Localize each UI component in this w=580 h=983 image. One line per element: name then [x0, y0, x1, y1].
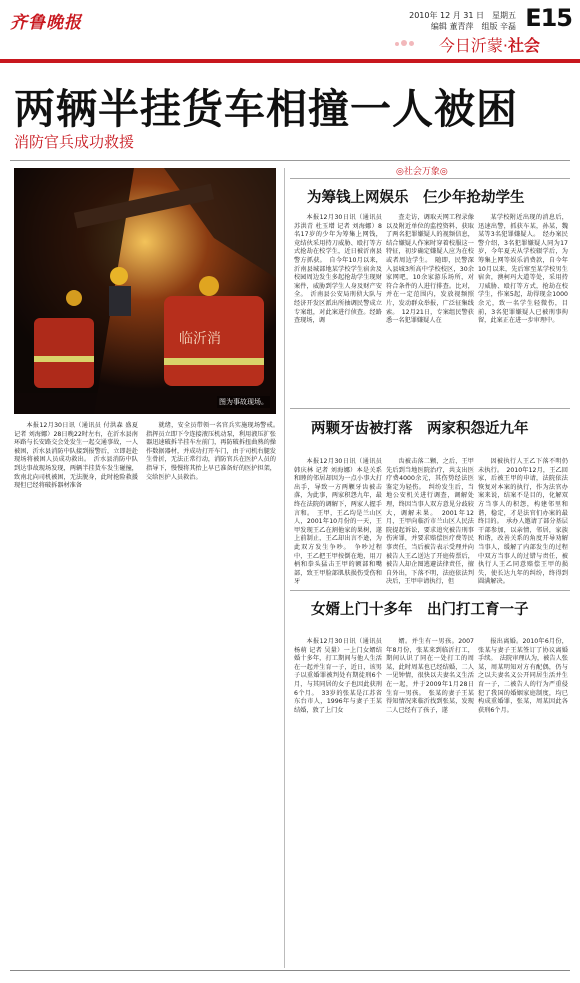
story3-col3-text: 报出离婚。2010年6月份，张某与妻子王某签订了协议离婚手续。 法院审理认为，被告人张某，周某明知对方有配偶，仍与之以夫妻名义公开同居生活并生育一子，二被告人的行为严重侵犯了我国的婚姻家庭制度，均已构成重婚罪，张某，周某因此各获刑6个月。 [478, 638, 568, 714]
section-title [439, 33, 540, 56]
story1-col2-text: 查走访，调取天网工程录像以及附近单位的监控资料，获取了两名犯罪嫌疑人的视频信息，结合嫌疑人作案时穿着校服这一特征，初步确定嫌疑人应为在校或者周边学生。 随即，民警深入县城3所高中学校校区，30余家网吧，10余家游乐场所，对符合条件的人进行排查。比对，并在一定范围内，发放视频照片，发动群众举报，广泛征集线索。 12月21日，专案组民警获悉一名犯罪嫌疑人在 [386, 214, 474, 325]
lead-subhead: 消防官兵成功救援 [14, 133, 135, 151]
photo-caption: 图为事故现场。 [219, 398, 268, 406]
column-divider [284, 168, 285, 968]
story3-column-2 [386, 638, 474, 716]
story2-rule [290, 590, 570, 591]
story2-column-2 [386, 458, 474, 588]
story1-rule [290, 408, 570, 409]
lead-headline: 两辆半挂货车相撞一人被困 [14, 85, 518, 133]
story1-col3-text: 某学校附近出现的消息后，迅速出警，抓获车某，孙某，魏某等3名犯罪嫌疑人。 经办案民警介绍，3名犯罪嫌疑人同为17岁，今年夏天从学校辍学后，为筹集上网等娱乐消费款，自今年10月以来，先后窜至某学校男生宿舍，澳柯玛大道等处，采用持刀威胁、殴打等方式，抢劫在校学生，作案5起，劫得现金1000余元，致一名学生轻微伤，目前，3名犯罪嫌疑人已被刑事拘留，此案正在进一步审理中。 [478, 214, 568, 325]
box-rule [290, 178, 570, 179]
headline-rule [10, 160, 570, 161]
accident-photo [14, 168, 276, 414]
masthead [0, 0, 580, 64]
masthead-rule [0, 59, 580, 63]
lead-col1-text: 本报12月30日讯（通讯员 付洪森 盛夏 记者 刘海娜）28日晚22时左右，在沂水县南环路与长安路交会处发生一起交通事故，一人被困，沂水县消防中队接到报警后，立即赶赴现场将被困人员成功救出。 沂水县消防中队到达事故现场发现，两辆半挂货车发生碰撞，致南北向司机被困，无法脱身，此时抢险救援现但已经将破拆器材准备 [14, 422, 138, 490]
story3-headline: 女婿上门十多年 出门打工育一子 [311, 602, 529, 618]
editor-line: 编辑 董青萍 组版 辛磊 [430, 22, 516, 31]
section-suffix: 社会 [507, 36, 540, 55]
story2-headline: 两颗牙齿被打落 两家积怨近九年 [311, 421, 529, 437]
story3-column-1 [294, 638, 382, 716]
lead-column-1 [14, 422, 138, 492]
story2-col2-text: 齿被击落二颗，之后，王甲先后到当地医院治疗，共支出医疗费4000余元，其伤势经法医鉴定为轻伤。 纠纷发生后，当地公安机关进行调查，调解处理，终因当事人双方意见分歧较大，调解未果。 2001年12月，王甲向临沂市兰山区人民法院提起诉讼，要求追究被告刑事伤害罪，并要求赔偿医疗费等民事责任，当后被告表示受理并向被告人王乙送达了开庭传票后，被告人却企图逃避法律责任，擅自外出，下落不明，法庭依法判决后，王甲申请执行，但 [386, 458, 474, 586]
story1-col1-text: 本报12月30日讯（通讯员 苏洪青 杜玉增 记者 刘海娜）8名17岁的少年为筹集上网钱，竟结伙采用持刀威胁、殴打等方式抢劫在校学生，近日被沂南县警方抓获。 自今年10月以来，沂南县城部地某学校学生宿舍及校园周边发生多起抢劫学生现财案件，威胁到学生人身及财产安全。 沂南县公安局刑侦大队与经济开发区派出所抽调民警成立专案组，对此案进行侦查。经路查现场，调 [294, 214, 382, 325]
story3-column-3 [478, 638, 568, 716]
date-info [409, 10, 516, 32]
story1-column-2 [386, 214, 474, 327]
story2-col3-text: 因被执行人王乙下落不明仍未执行。 2010年12月，王乙回家，后被王甲的申请，法院依法恢复对本案的执行，作为法官办案来说，结案不是目的，化解双方当事人的积怨，构建邻里和谐，稳定，才是法官们办案的最终目的。 承办人邀请了部分基层干部参加，以亲情，邻居，家族和谐，改善关系的角度开导劝解当事人，缓解了内部发生的过程中双方当事人的过错与责任，被执行人王乙同意赔偿王甲的损失，使长达九年的纠纷，终得到圆满解决。 [478, 458, 568, 586]
story3-col1-text: 本报12月30日讯（通讯员 杨萌 记者 吴量）一上门女婿结婚十多年，打工期间与他人生活在一起并生育一子，近日，该男子以重婚罪被判处有期徒刑6个月，与其同居的女子也因此获刑6个月。 33岁的张某是江苏省东台市人，1996年与妻子王某结婚，敦了上门女 [294, 638, 382, 714]
lead-col2-text: 就绪，安全员带领一名官兵实施现场警戒。 指挥员立即下令连接液压机动泵，利用液压扩张器迅速破拆半挂车左前门，再防破拆扭曲熟的操作数据器材，并成功打开车门，由于司机右腿发生骨折，无法正常行动，消防官兵在医护人员的指导下，慢慢将其抬上早已准备好的医护担架，交给医护人员救治。 [146, 422, 283, 481]
story1-column-3 [478, 214, 568, 327]
box-tag: ◎社会万象◎ [396, 167, 448, 177]
footer-rule [10, 970, 570, 971]
section-bar [0, 31, 580, 57]
story2-column-3 [478, 458, 568, 588]
page-number: E15 [525, 4, 572, 32]
section-prefix: 今日沂蒙· [438, 36, 508, 55]
story1-column-1 [294, 214, 382, 327]
story2-column-1 [294, 458, 382, 588]
newspaper-logo: 齐鲁晚报 [10, 13, 82, 33]
date-line: 2010年 12 月 31 日 星期五 [409, 11, 516, 20]
story3-col2-text: 婿。并生有一男孩。2007年8月份，张某来到临沂打工，期间认识了同在一处打工的周某，此时周某也已经结婚，二人一见钟情，很快以夫妻名义生活在一起，并于2009年1月28日生育一男孩。 张某的妻子王某得知情况来临沂找到张某，发现二人已经有了孩子，遂 [386, 638, 474, 714]
accident-scene-image [14, 168, 276, 414]
lead-column-2 [146, 422, 283, 483]
decorative-dots-icon [395, 40, 415, 50]
story2-col1-text: 本报12月30日讯（通讯员 韩庆林 记者 刘海娜）本是关系和睦的邻居却因为一点小事大打出手，导致一方两颗牙齿被击落，为此事，两家积怨九年，最终在法院的调解下，两家人握手言和。 王甲，王乙均是兰山区人，2001年10月份的一天，王甲发现王乙在割他家的果树，遂上前制止，王乙却出言不逊，为此双方发生争吵。 争吵过程中，王乙把王甲按倒在地，用刀柄和拳头猛击王甲的额部和嘴部，致王甲脸部肌肤损伤受伤和牙 [294, 458, 382, 586]
story1-headline: 为筹钱上网娱乐 仨少年抢劫学生 [307, 190, 525, 206]
jacket-lettering: 临沂消 [179, 331, 221, 347]
